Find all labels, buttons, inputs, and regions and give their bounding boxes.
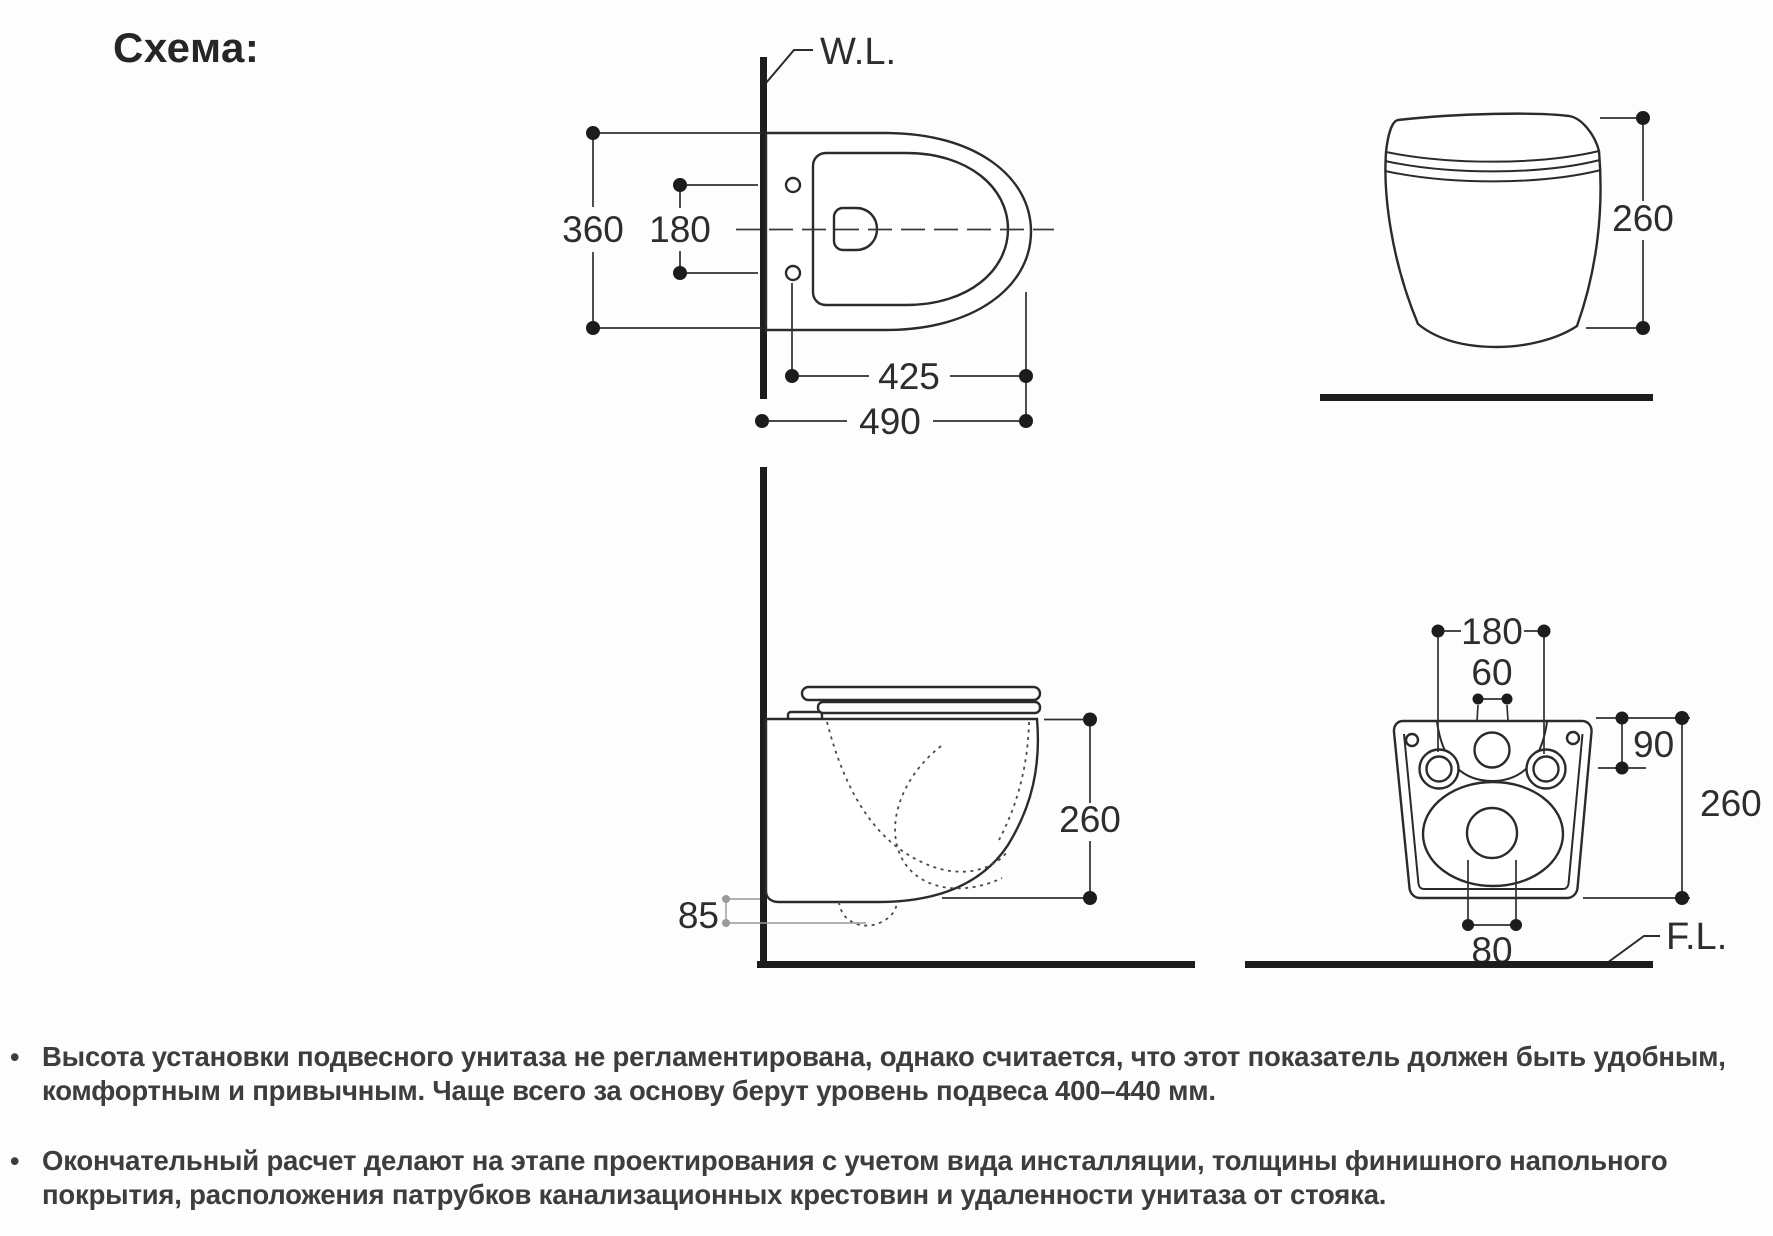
bowl-outline-side [766, 719, 1038, 902]
bullet-icon: • [10, 1042, 20, 1072]
page-title: Схема: [113, 24, 260, 71]
rear-view [1245, 611, 1762, 971]
note-text-2: Окончательный расчет делают на этапе проектирования с учетом вида инсталляции, толщины финишного напольного покрытия, расположения патрубков канализационных крестовин и удаленности унитаза от стояка. [42, 1145, 1668, 1210]
floor-line-leader [1607, 936, 1660, 963]
dim-425-label: 425 [878, 356, 940, 397]
dim-60 [1471, 652, 1512, 721]
notes-section [10, 1040, 1762, 1236]
trapway-hidden-line-4 [839, 901, 897, 926]
top-plan-view [562, 31, 1054, 442]
note-text-1: Высота установки подвесного унитаза не регламентирована, однако считается, что этот показатель должен быть удобным, комфортным и привычным. Чаще всего за основу берут уровень подвеса 400–440 мм. [42, 1041, 1726, 1106]
note-item-1 [10, 1040, 1762, 1108]
dim-80-label: 80 [1471, 930, 1513, 971]
front-view [1320, 111, 1674, 398]
dim-490-label: 490 [859, 401, 921, 442]
note-item-2 [10, 1144, 1762, 1212]
dim-260-side-label: 260 [1059, 799, 1121, 840]
outlet-hole [1467, 808, 1517, 858]
screw-hole-left [1406, 734, 1418, 746]
wall-line-label: W.L. [820, 31, 897, 73]
dim-90-label: 90 [1633, 724, 1675, 765]
wall-line-leader [766, 50, 813, 83]
dim-490 [755, 401, 1033, 442]
dim-85-label: 85 [677, 895, 719, 936]
seat-lid-side [802, 687, 1040, 700]
mount-hole-top-1 [786, 178, 800, 192]
dim-180-top-label: 180 [649, 209, 711, 250]
side-view [678, 467, 1195, 966]
floor-line-label: F.L. [1666, 916, 1728, 958]
mount-hole-rear-left-inner [1427, 757, 1452, 782]
inlet-hole [1475, 733, 1510, 768]
seat-ring-side [818, 702, 1040, 713]
dim-260-front-label: 260 [1612, 198, 1674, 239]
dim-60-label: 60 [1471, 652, 1513, 693]
dim-180-rear-label: 180 [1461, 611, 1523, 652]
dim-360-label: 360 [562, 209, 624, 250]
mount-hole-rear-right-inner [1534, 757, 1559, 782]
screw-hole-right [1567, 732, 1579, 744]
dim-260-rear-label: 260 [1700, 783, 1762, 824]
mount-hole-top-2 [786, 266, 800, 280]
bowl-outline-front [1385, 114, 1600, 347]
bullet-icon: • [10, 1146, 20, 1176]
